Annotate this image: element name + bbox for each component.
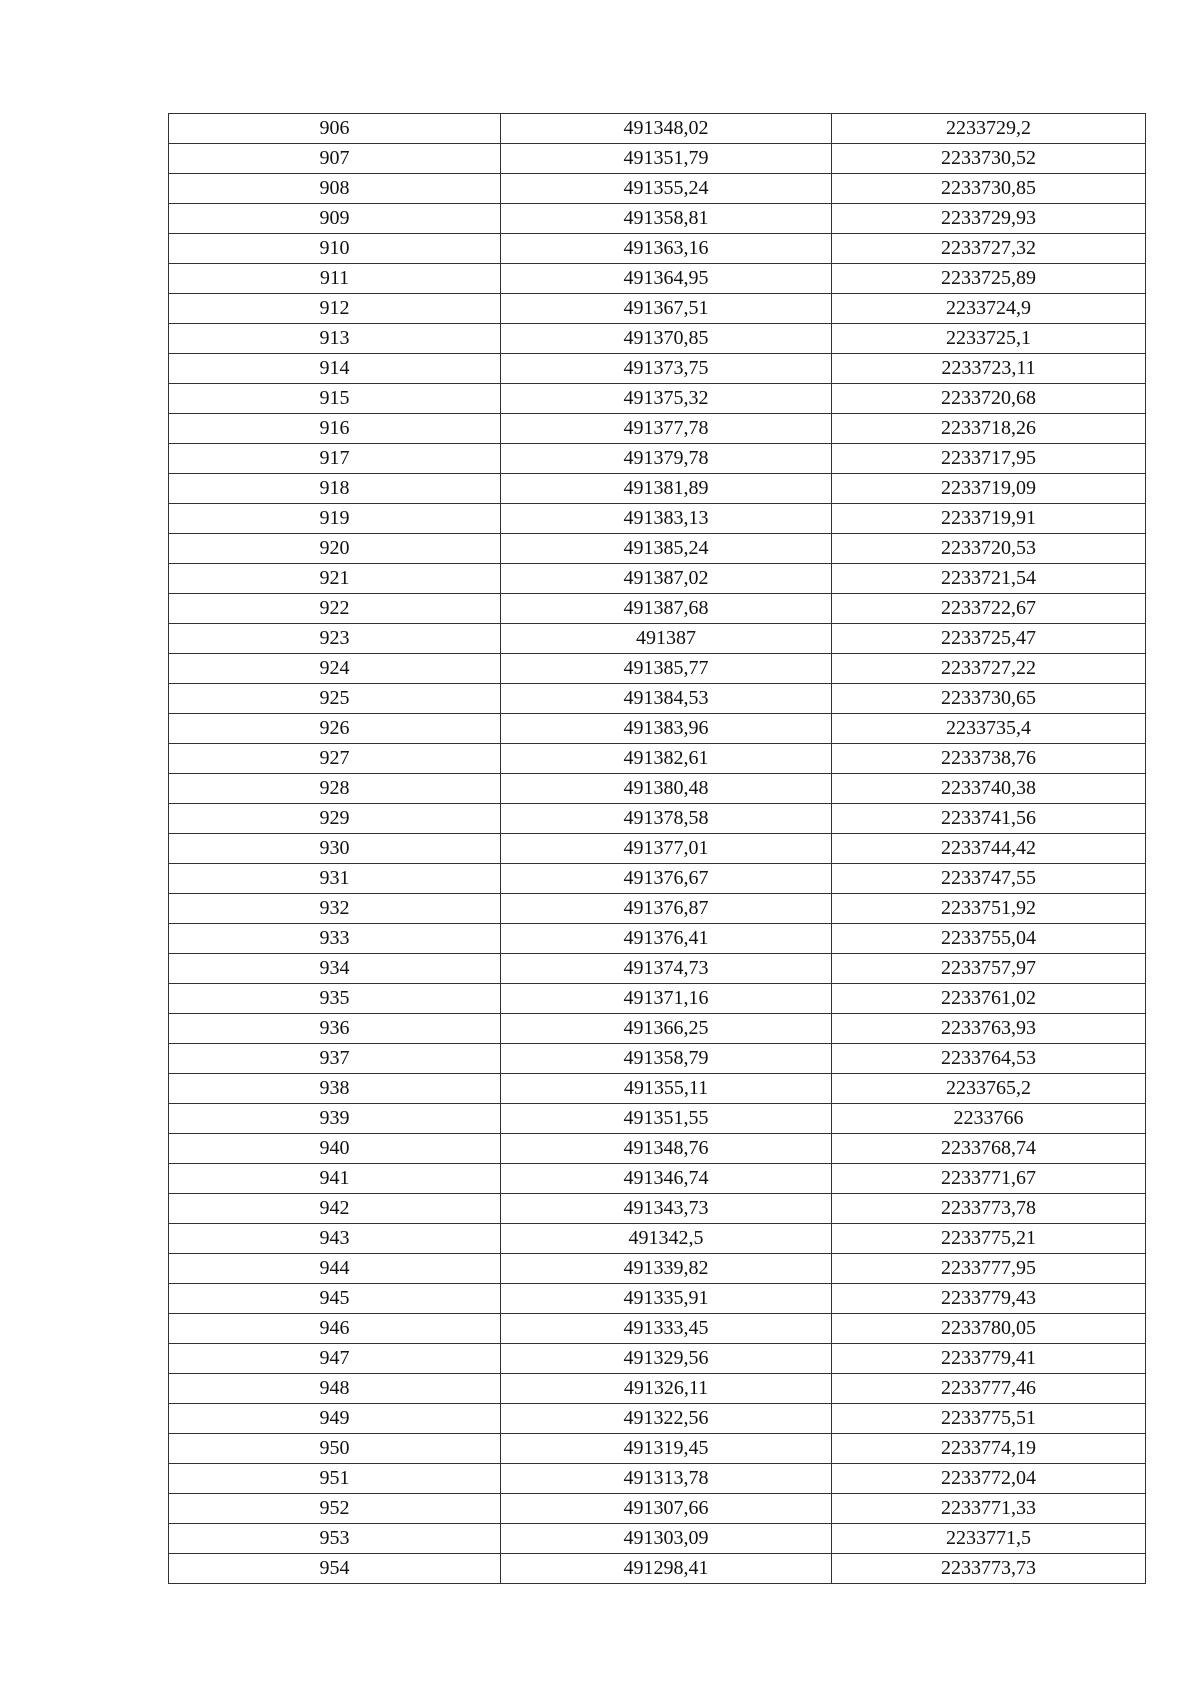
y-coordinate-cell: 2233738,76 [832, 744, 1146, 774]
x-coordinate-cell: 491333,45 [501, 1314, 832, 1344]
table-row [169, 414, 1146, 444]
point-number-cell: 919 [169, 504, 501, 534]
table-row [169, 1464, 1146, 1494]
y-coordinate-cell: 2233724,9 [832, 294, 1146, 324]
table-row [169, 1344, 1146, 1374]
point-number-cell: 912 [169, 294, 501, 324]
point-number-cell: 917 [169, 444, 501, 474]
point-number-cell: 923 [169, 624, 501, 654]
point-number-cell: 910 [169, 234, 501, 264]
x-coordinate-cell: 491377,78 [501, 414, 832, 444]
x-coordinate-cell: 491298,41 [501, 1554, 832, 1584]
point-number-cell: 951 [169, 1464, 501, 1494]
coordinates-table-body [169, 114, 1146, 1584]
table-row [169, 114, 1146, 144]
point-number-cell: 908 [169, 174, 501, 204]
x-coordinate-cell: 491358,79 [501, 1044, 832, 1074]
table-row [169, 384, 1146, 414]
y-coordinate-cell: 2233771,33 [832, 1494, 1146, 1524]
table-row [169, 654, 1146, 684]
y-coordinate-cell: 2233720,68 [832, 384, 1146, 414]
y-coordinate-cell: 2233757,97 [832, 954, 1146, 984]
point-number-cell: 914 [169, 354, 501, 384]
table-row [169, 774, 1146, 804]
point-number-cell: 933 [169, 924, 501, 954]
y-coordinate-cell: 2233729,2 [832, 114, 1146, 144]
point-number-cell: 907 [169, 144, 501, 174]
table-row [169, 174, 1146, 204]
table-row [169, 624, 1146, 654]
x-coordinate-cell: 491342,5 [501, 1224, 832, 1254]
table-row [169, 1254, 1146, 1284]
y-coordinate-cell: 2233741,56 [832, 804, 1146, 834]
point-number-cell: 953 [169, 1524, 501, 1554]
y-coordinate-cell: 2233775,21 [832, 1224, 1146, 1254]
point-number-cell: 916 [169, 414, 501, 444]
table-row [169, 1524, 1146, 1554]
x-coordinate-cell: 491339,82 [501, 1254, 832, 1284]
y-coordinate-cell: 2233723,11 [832, 354, 1146, 384]
table-row [169, 1104, 1146, 1134]
x-coordinate-cell: 491385,77 [501, 654, 832, 684]
x-coordinate-cell: 491364,95 [501, 264, 832, 294]
y-coordinate-cell: 2233780,05 [832, 1314, 1146, 1344]
point-number-cell: 931 [169, 864, 501, 894]
table-row [169, 714, 1146, 744]
table-row [169, 1194, 1146, 1224]
x-coordinate-cell: 491319,45 [501, 1434, 832, 1464]
x-coordinate-cell: 491355,11 [501, 1074, 832, 1104]
point-number-cell: 950 [169, 1434, 501, 1464]
table-row [169, 534, 1146, 564]
y-coordinate-cell: 2233740,38 [832, 774, 1146, 804]
point-number-cell: 946 [169, 1314, 501, 1344]
table-row [169, 474, 1146, 504]
table-row [169, 1494, 1146, 1524]
point-number-cell: 924 [169, 654, 501, 684]
table-row [169, 204, 1146, 234]
y-coordinate-cell: 2233725,89 [832, 264, 1146, 294]
x-coordinate-cell: 491358,81 [501, 204, 832, 234]
point-number-cell: 918 [169, 474, 501, 504]
y-coordinate-cell: 2233761,02 [832, 984, 1146, 1014]
x-coordinate-cell: 491363,16 [501, 234, 832, 264]
table-row [169, 1314, 1146, 1344]
x-coordinate-cell: 491380,48 [501, 774, 832, 804]
y-coordinate-cell: 2233725,47 [832, 624, 1146, 654]
point-number-cell: 940 [169, 1134, 501, 1164]
point-number-cell: 948 [169, 1374, 501, 1404]
point-number-cell: 928 [169, 774, 501, 804]
y-coordinate-cell: 2233721,54 [832, 564, 1146, 594]
y-coordinate-cell: 2233779,43 [832, 1284, 1146, 1314]
table-row [169, 924, 1146, 954]
y-coordinate-cell: 2233747,55 [832, 864, 1146, 894]
y-coordinate-cell: 2233777,95 [832, 1254, 1146, 1284]
x-coordinate-cell: 491383,96 [501, 714, 832, 744]
table-row [169, 564, 1146, 594]
point-number-cell: 943 [169, 1224, 501, 1254]
x-coordinate-cell: 491371,16 [501, 984, 832, 1014]
x-coordinate-cell: 491343,73 [501, 1194, 832, 1224]
y-coordinate-cell: 2233773,78 [832, 1194, 1146, 1224]
y-coordinate-cell: 2233729,93 [832, 204, 1146, 234]
point-number-cell: 921 [169, 564, 501, 594]
y-coordinate-cell: 2233765,2 [832, 1074, 1146, 1104]
x-coordinate-cell: 491348,02 [501, 114, 832, 144]
y-coordinate-cell: 2233717,95 [832, 444, 1146, 474]
table-row [169, 1074, 1146, 1104]
x-coordinate-cell: 491383,13 [501, 504, 832, 534]
point-number-cell: 927 [169, 744, 501, 774]
point-number-cell: 935 [169, 984, 501, 1014]
y-coordinate-cell: 2233763,93 [832, 1014, 1146, 1044]
x-coordinate-cell: 491377,01 [501, 834, 832, 864]
y-coordinate-cell: 2233771,67 [832, 1164, 1146, 1194]
table-row [169, 234, 1146, 264]
table-row [169, 1554, 1146, 1584]
x-coordinate-cell: 491378,58 [501, 804, 832, 834]
y-coordinate-cell: 2233744,42 [832, 834, 1146, 864]
y-coordinate-cell: 2233775,51 [832, 1404, 1146, 1434]
x-coordinate-cell: 491387,68 [501, 594, 832, 624]
point-number-cell: 937 [169, 1044, 501, 1074]
x-coordinate-cell: 491376,41 [501, 924, 832, 954]
x-coordinate-cell: 491373,75 [501, 354, 832, 384]
x-coordinate-cell: 491375,32 [501, 384, 832, 414]
point-number-cell: 911 [169, 264, 501, 294]
point-number-cell: 915 [169, 384, 501, 414]
y-coordinate-cell: 2233766 [832, 1104, 1146, 1134]
table-row [169, 324, 1146, 354]
x-coordinate-cell: 491387 [501, 624, 832, 654]
point-number-cell: 945 [169, 1284, 501, 1314]
y-coordinate-cell: 2233773,73 [832, 1554, 1146, 1584]
y-coordinate-cell: 2233727,22 [832, 654, 1146, 684]
y-coordinate-cell: 2233725,1 [832, 324, 1146, 354]
x-coordinate-cell: 491322,56 [501, 1404, 832, 1434]
x-coordinate-cell: 491379,78 [501, 444, 832, 474]
point-number-cell: 925 [169, 684, 501, 714]
x-coordinate-cell: 491303,09 [501, 1524, 832, 1554]
y-coordinate-cell: 2233755,04 [832, 924, 1146, 954]
x-coordinate-cell: 491376,87 [501, 894, 832, 924]
point-number-cell: 920 [169, 534, 501, 564]
point-number-cell: 938 [169, 1074, 501, 1104]
x-coordinate-cell: 491351,79 [501, 144, 832, 174]
table-row [169, 1284, 1146, 1314]
x-coordinate-cell: 491346,74 [501, 1164, 832, 1194]
x-coordinate-cell: 491307,66 [501, 1494, 832, 1524]
table-row [169, 1434, 1146, 1464]
y-coordinate-cell: 2233771,5 [832, 1524, 1146, 1554]
table-row [169, 504, 1146, 534]
x-coordinate-cell: 491351,55 [501, 1104, 832, 1134]
y-coordinate-cell: 2233774,19 [832, 1434, 1146, 1464]
x-coordinate-cell: 491385,24 [501, 534, 832, 564]
x-coordinate-cell: 491376,67 [501, 864, 832, 894]
point-number-cell: 941 [169, 1164, 501, 1194]
table-row [169, 864, 1146, 894]
x-coordinate-cell: 491329,56 [501, 1344, 832, 1374]
y-coordinate-cell: 2233735,4 [832, 714, 1146, 744]
y-coordinate-cell: 2233722,67 [832, 594, 1146, 624]
y-coordinate-cell: 2233719,09 [832, 474, 1146, 504]
x-coordinate-cell: 491335,91 [501, 1284, 832, 1314]
table-row [169, 1404, 1146, 1434]
x-coordinate-cell: 491366,25 [501, 1014, 832, 1044]
table-row [169, 954, 1146, 984]
y-coordinate-cell: 2233751,92 [832, 894, 1146, 924]
table-row [169, 894, 1146, 924]
coordinates-table [168, 113, 1146, 1584]
point-number-cell: 930 [169, 834, 501, 864]
table-row [169, 1044, 1146, 1074]
y-coordinate-cell: 2233768,74 [832, 1134, 1146, 1164]
x-coordinate-cell: 491382,61 [501, 744, 832, 774]
y-coordinate-cell: 2233720,53 [832, 534, 1146, 564]
table-row [169, 684, 1146, 714]
x-coordinate-cell: 491381,89 [501, 474, 832, 504]
point-number-cell: 929 [169, 804, 501, 834]
point-number-cell: 939 [169, 1104, 501, 1134]
y-coordinate-cell: 2233764,53 [832, 1044, 1146, 1074]
x-coordinate-cell: 491384,53 [501, 684, 832, 714]
x-coordinate-cell: 491367,51 [501, 294, 832, 324]
table-row [169, 444, 1146, 474]
y-coordinate-cell: 2233730,85 [832, 174, 1146, 204]
x-coordinate-cell: 491374,73 [501, 954, 832, 984]
y-coordinate-cell: 2233718,26 [832, 414, 1146, 444]
x-coordinate-cell: 491313,78 [501, 1464, 832, 1494]
table-row [169, 984, 1146, 1014]
point-number-cell: 954 [169, 1554, 501, 1584]
table-row [169, 1164, 1146, 1194]
point-number-cell: 949 [169, 1404, 501, 1434]
point-number-cell: 952 [169, 1494, 501, 1524]
table-row [169, 804, 1146, 834]
table-row [169, 1014, 1146, 1044]
y-coordinate-cell: 2233727,32 [832, 234, 1146, 264]
point-number-cell: 932 [169, 894, 501, 924]
point-number-cell: 944 [169, 1254, 501, 1284]
x-coordinate-cell: 491348,76 [501, 1134, 832, 1164]
table-row [169, 744, 1146, 774]
point-number-cell: 947 [169, 1344, 501, 1374]
table-row [169, 354, 1146, 384]
y-coordinate-cell: 2233777,46 [832, 1374, 1146, 1404]
x-coordinate-cell: 491355,24 [501, 174, 832, 204]
point-number-cell: 926 [169, 714, 501, 744]
point-number-cell: 913 [169, 324, 501, 354]
table-row [169, 1134, 1146, 1164]
point-number-cell: 909 [169, 204, 501, 234]
point-number-cell: 942 [169, 1194, 501, 1224]
x-coordinate-cell: 491326,11 [501, 1374, 832, 1404]
table-row [169, 594, 1146, 624]
table-row [169, 1374, 1146, 1404]
table-row [169, 144, 1146, 174]
y-coordinate-cell: 2233719,91 [832, 504, 1146, 534]
y-coordinate-cell: 2233779,41 [832, 1344, 1146, 1374]
y-coordinate-cell: 2233730,52 [832, 144, 1146, 174]
point-number-cell: 922 [169, 594, 501, 624]
x-coordinate-cell: 491387,02 [501, 564, 832, 594]
point-number-cell: 934 [169, 954, 501, 984]
point-number-cell: 906 [169, 114, 501, 144]
y-coordinate-cell: 2233772,04 [832, 1464, 1146, 1494]
y-coordinate-cell: 2233730,65 [832, 684, 1146, 714]
x-coordinate-cell: 491370,85 [501, 324, 832, 354]
point-number-cell: 936 [169, 1014, 501, 1044]
table-row [169, 264, 1146, 294]
table-row [169, 294, 1146, 324]
table-row [169, 1224, 1146, 1254]
table-row [169, 834, 1146, 864]
